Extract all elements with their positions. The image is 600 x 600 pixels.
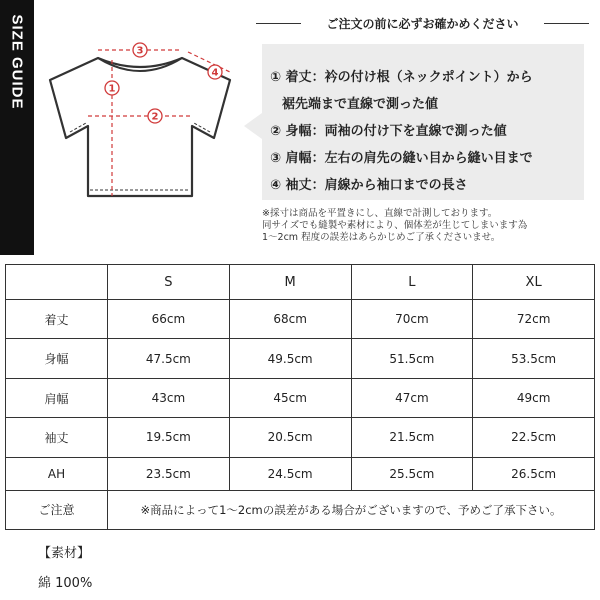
tshirt-outline xyxy=(50,58,230,196)
row-label: 身幅 xyxy=(6,339,108,378)
row-label: 袖丈 xyxy=(6,418,108,457)
table-cell: 68cm xyxy=(229,300,351,339)
note-cell: ※商品によって1〜2cmの誤差がある場合がございますので、予めご了承下さい。 xyxy=(108,490,595,530)
table-cell: 47cm xyxy=(351,378,473,417)
row-label: 着丈 xyxy=(6,300,108,339)
table-cell: 45cm xyxy=(229,378,351,417)
material-label: 【素材】 xyxy=(38,546,91,561)
size-guide-banner-text: SIZE GUIDE xyxy=(8,14,26,110)
table-cell: 53.5cm xyxy=(473,339,595,378)
table-cell: 51.5cm xyxy=(351,339,473,378)
table-row xyxy=(6,378,595,417)
note-row xyxy=(6,490,595,530)
size-header: L xyxy=(351,265,473,300)
marker-2-label: 2 xyxy=(151,111,159,123)
size-table xyxy=(5,264,595,530)
table-cell: 21.5cm xyxy=(351,418,473,457)
notice-heading-text: ご注文の前に必ずお確かめください xyxy=(326,17,519,31)
table-cell: 43cm xyxy=(108,378,230,417)
table-cell: 22.5cm xyxy=(473,418,595,457)
marker-3-label: 3 xyxy=(136,45,144,57)
table-cell: 20.5cm xyxy=(229,418,351,457)
note-row-shoulder: ③ 肩幅：左右の肩先の縫い目から縫い目まで xyxy=(270,151,533,166)
marker-1-label: 1 xyxy=(108,83,116,95)
table-cell: 25.5cm xyxy=(351,457,473,490)
table-row xyxy=(6,339,595,378)
table-cell: 47.5cm xyxy=(108,339,230,378)
tshirt-diagram xyxy=(40,20,240,220)
note-row-length-cont: 裾先端まで直線で測った値 xyxy=(282,97,439,112)
row-label: ご注意 xyxy=(6,490,108,530)
table-cell: 24.5cm xyxy=(229,457,351,490)
note-row-length: ① 着丈：衿の付け根（ネックポイント）から xyxy=(270,70,533,85)
table-cell: 19.5cm xyxy=(108,418,230,457)
table-cell: 26.5cm xyxy=(473,457,595,490)
size-header: S xyxy=(108,265,230,300)
size-header: XL xyxy=(473,265,595,300)
row-label: AH xyxy=(6,457,108,490)
table-row xyxy=(6,300,595,339)
measurement-notes xyxy=(262,44,584,200)
table-cell: 72cm xyxy=(473,300,595,339)
disclaimer-line: 同サイズでも縫製や素材により、個体差が生じてしまいます為 xyxy=(262,220,528,231)
disclaimer-line: ※採寸は商品を平置きにし、直線で計測しております。 xyxy=(262,208,498,219)
size-header-row xyxy=(6,265,595,300)
marker-4-label: 4 xyxy=(211,67,219,79)
table-row xyxy=(6,457,595,490)
size-header: M xyxy=(229,265,351,300)
material-value: 綿 100% xyxy=(38,576,93,591)
notice-heading xyxy=(250,14,595,34)
callout-pointer xyxy=(244,113,262,139)
table-cell: 23.5cm xyxy=(108,457,230,490)
note-row-sleeve: ④ 袖丈：肩線から袖口までの長さ xyxy=(270,178,468,193)
table-cell: 49.5cm xyxy=(229,339,351,378)
table-cell: 70cm xyxy=(351,300,473,339)
table-cell: 49cm xyxy=(473,378,595,417)
note-row-width: ② 身幅：両袖の付け下を直線で測った値 xyxy=(270,124,507,139)
corner-cell xyxy=(6,265,108,300)
disclaimer-line: 1〜2cm 程度の誤差はあらかじめご了承くださいませ。 xyxy=(262,232,501,243)
row-label: 肩幅 xyxy=(6,378,108,417)
measurement-disclaimer xyxy=(262,208,592,244)
table-row xyxy=(6,418,595,457)
size-guide-banner xyxy=(0,0,34,255)
table-cell: 66cm xyxy=(108,300,230,339)
